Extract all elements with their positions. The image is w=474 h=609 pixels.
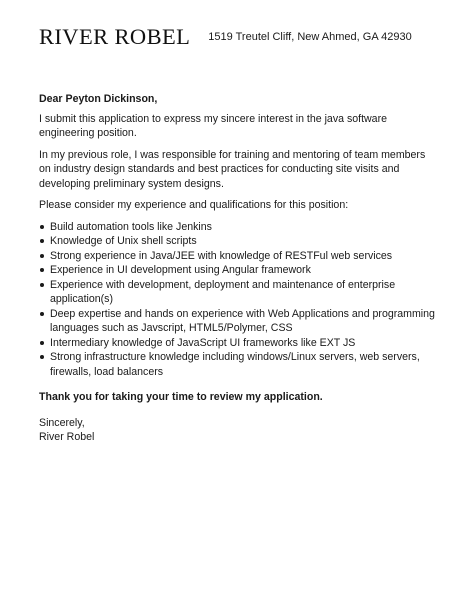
paragraph-qualifications-lead: Please consider my experience and qualifications for this position: <box>39 199 349 211</box>
paragraph-experience: In my previous role, I was responsible for training and mentoring of team members on industry design standards and best practices for conducting site visits and developing preliminary system designs. <box>39 148 426 190</box>
letter-header <box>39 24 459 50</box>
applicant-address: 1519 Treutel Cliff, New Ahmed, GA 42930 <box>208 31 412 43</box>
list-item: Build automation tools like Jenkins <box>39 220 439 235</box>
paragraph-intro: I submit this application to express my sincere interest in the java software engineering position. <box>39 112 387 139</box>
closing-line: Thank you for taking your time to review my application. <box>39 391 323 403</box>
letter-body <box>39 92 439 445</box>
qualifications-list <box>39 220 439 380</box>
greeting: Dear Peyton Dickinson, <box>39 93 158 105</box>
sign-off: Sincerely, <box>39 416 85 429</box>
list-item: Strong infrastructure knowledge including windows/Linux servers, web servers, firewalls, load balancers <box>39 350 439 379</box>
signature: River Robel <box>39 431 95 443</box>
list-item: Strong experience in Java/JEE with knowledge of RESTFul web services <box>39 249 439 264</box>
list-item: Knowledge of Unix shell scripts <box>39 234 439 249</box>
list-item: Intermediary knowledge of JavaScript UI frameworks like EXT JS <box>39 336 439 351</box>
list-item: Experience in UI development using Angular framework <box>39 263 439 278</box>
applicant-name: RIVER ROBEL <box>39 24 191 49</box>
list-item: Experience with development, deployment and maintenance of enterprise application(s) <box>39 278 439 307</box>
list-item: Deep expertise and hands on experience with Web Applications and programming languages such as Javscript, HTML5/Polymer, CSS <box>39 307 439 336</box>
